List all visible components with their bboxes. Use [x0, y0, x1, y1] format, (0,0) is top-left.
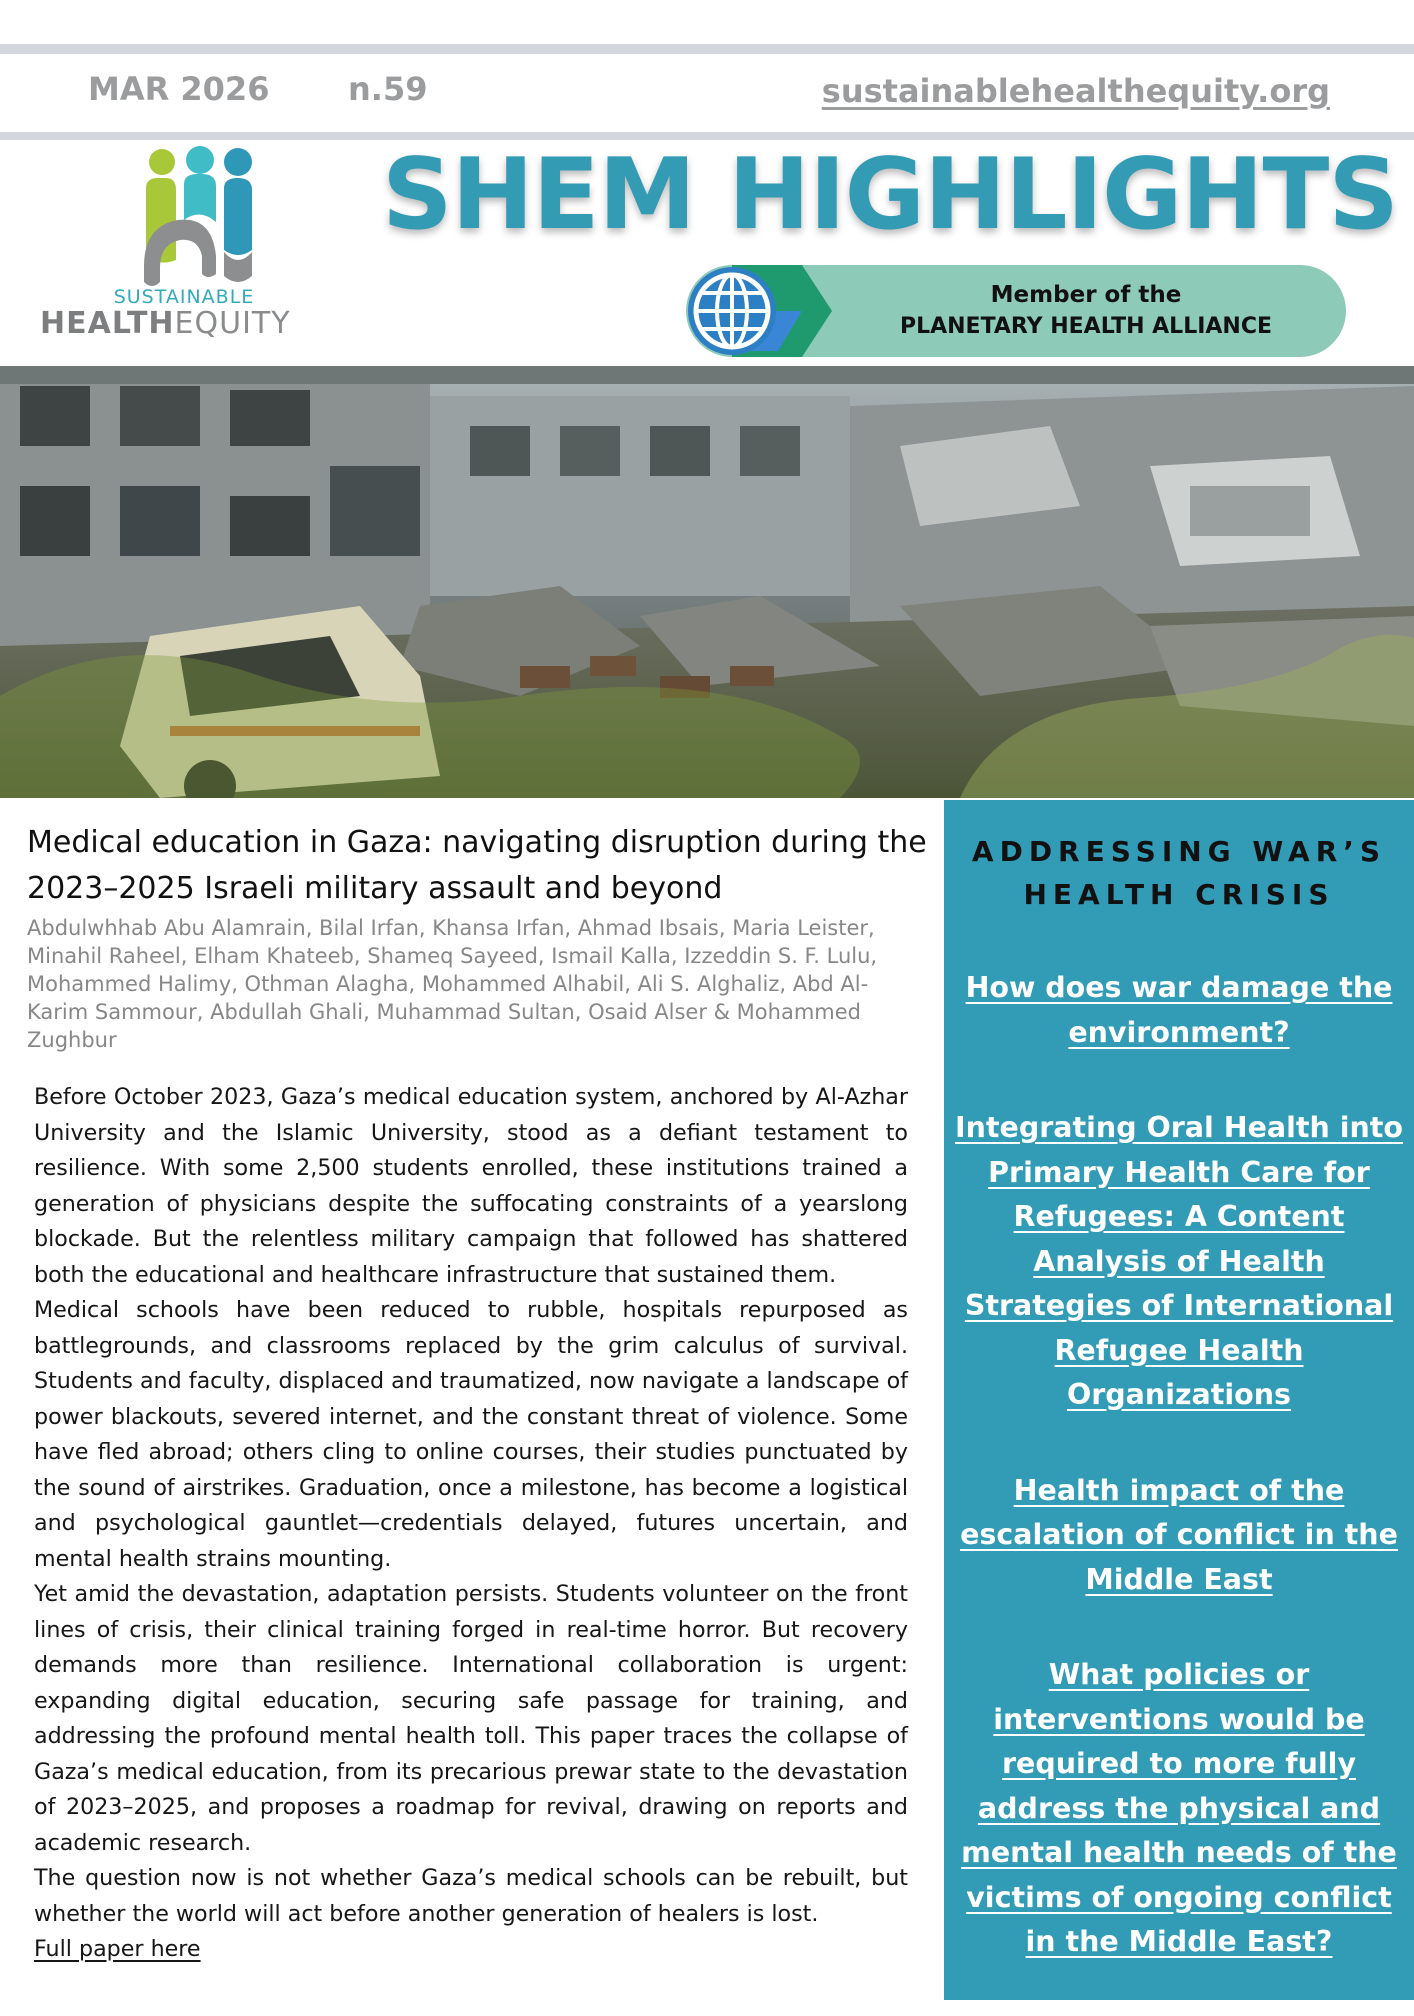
article-paragraph: The question now is not whether Gaza’s medical schools can be rebuilt, but whether the world will act before another generation of healers is lost.	[34, 1865, 908, 1927]
article-body	[34, 1080, 908, 1968]
logo-wordmark	[40, 306, 291, 341]
article-paragraph: Medical schools have been reduced to rubble, hospitals repurposed as battlegrounds, and classrooms replaced by the grim calculus of survival. Students and faculty, displaced and traumatized, now navigate a landscape of power blackouts, severed internet, and the constant threat of violence. Some have fled abroad; others cling to online courses, their studies punctuated by the sound of airstrikes. Graduation, once a milestone, has become a logistical and psychological gauntlet—credentials delayed, futures uncertain, and mental health strains mounting.	[34, 1297, 908, 1572]
alliance-line-2: PLANETARY HEALTH ALLIANCE	[899, 314, 1273, 339]
alliance-text	[826, 279, 1346, 343]
logo-subtitle: SUSTAINABLE	[113, 286, 255, 308]
people-logo-icon	[36, 146, 336, 286]
header-band-top	[0, 44, 1414, 54]
issue-date: MAR 2026	[88, 70, 270, 108]
article-paragraph: Before October 2023, Gaza’s medical education system, anchored by Al-Azhar University and the Islamic University, stood as a defiant testament to resilience. With some 2,500 students enrolled, these institutions trained a generation of physicians despite the suffocating constraints of a yearslong blockade. But the relentless military campaign that followed has shattered both the educational and healthcare infrastructure that sustained them.	[34, 1084, 908, 1288]
sidebar-link-war-environment[interactable]: How does war damage the environment?	[965, 971, 1393, 1049]
article-title: Medical education in Gaza: navigating disruption during the 2023–2025 Israeli military assault and beyond	[27, 825, 927, 906]
article-paragraph: Yet amid the devastation, adaptation persists. Students volunteer on the front lines of crisis, their clinical training forged in real-time horror. But recovery demands more than resilience. International collaboration is urgent: expanding digital education, securing safe passage for training, and addressing the profound mental health toll. This paper traces the collapse of Gaza’s medical education, from its precarious prewar state to the devastation of 2023–2025, and proposes a roadmap for revival, drawing on reports and academic research.	[34, 1581, 908, 1856]
planetary-health-alliance-badge	[686, 265, 1346, 357]
masthead-title: SHEM HIGHLIGHTS	[382, 138, 1398, 252]
article-authors: Abdulwhhab Abu Alamrain, Bilal Irfan, Khansa Irfan, Ahmad Ibsais, Maria Leister, Minahil Raheel, Elham Khateeb, Shameq Sayeed, Ismail Kalla, Izzeddin S. F. Lulu, Mohammed Halimy, Othman Alagha, Mohammed Alhabil, Ali S. Alghaliz, Abd Al-Karim Sammour, Abdullah Ghali, Muhammad Sultan, Osaid Alser & Mohammed Zughbur	[27, 916, 878, 1052]
issue-number: n.59	[348, 70, 428, 108]
sidebar-heading: ADDRESSING WAR’S HEALTH CRISIS	[971, 835, 1387, 911]
logo-wordmark-light: EQUITY	[174, 306, 291, 341]
full-paper-link[interactable]: Full paper here	[34, 1936, 201, 1962]
sidebar-link-middle-east-conflict[interactable]: Health impact of the escalation of conflict in the Middle East	[960, 1473, 1398, 1596]
website-link[interactable]: sustainablehealthequity.org	[821, 72, 1330, 110]
sidebar-link-oral-health-refugees[interactable]: Integrating Oral Health into Primary Health Care for Refugees: A Content Analysis of Health Strategies of International Refugee Health Organizations	[954, 1111, 1404, 1411]
hero-photo-destroyed-hospital	[0, 366, 1414, 798]
logo-wordmark-bold: HEALTH	[40, 306, 175, 341]
sidebar-links	[952, 966, 1406, 2016]
sustainable-health-equity-logo	[36, 146, 376, 346]
alliance-line-1: Member of the	[990, 282, 1182, 308]
sidebar-link-policies-interventions[interactable]: What policies or interventions would be required to more fully address the physical and mental health needs of the victims of ongoing conflict in the Middle East?	[961, 1658, 1397, 1958]
full-paper-link-row	[34, 1932, 908, 1968]
globe-icon	[686, 265, 836, 357]
rubble-scene-image	[0, 366, 1414, 798]
